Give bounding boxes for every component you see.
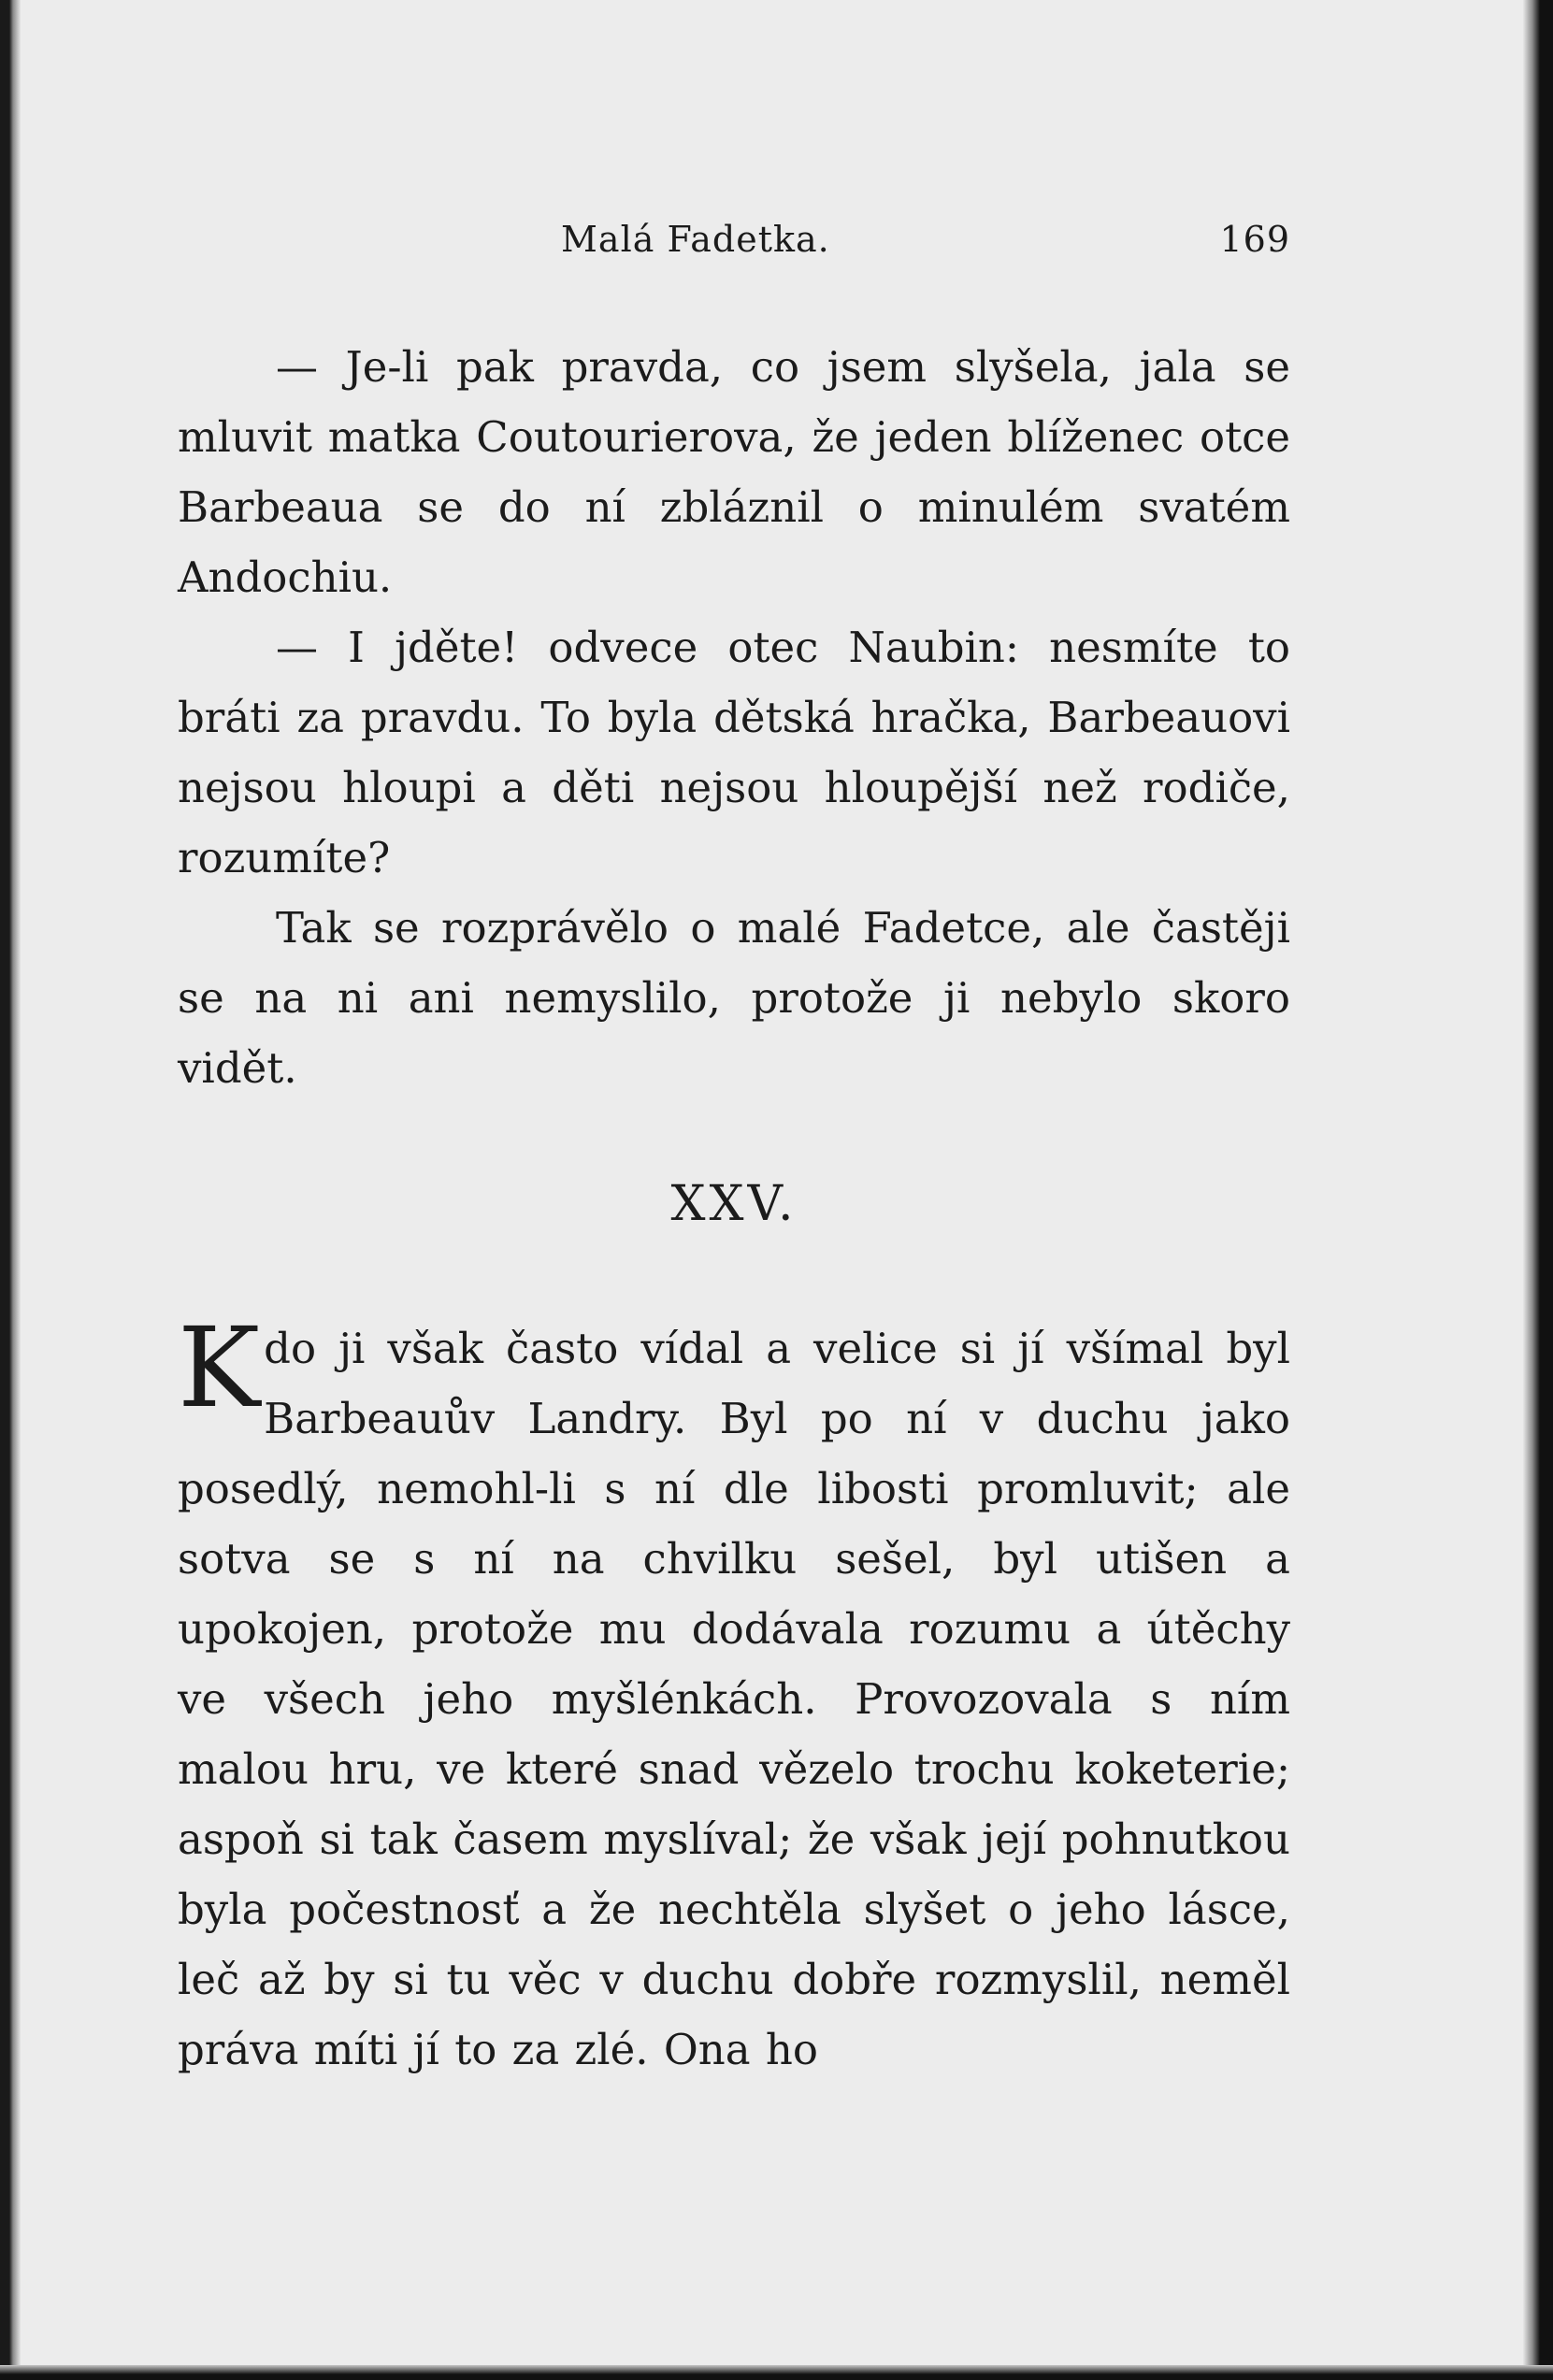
chapter-paragraph xyxy=(178,1303,1290,2085)
paragraph-1: — Je-li pak pravda, co jsem slyšela, jala se mluvit matka Coutourierova, že jeden blíženec otce Barbeaua se do ní zbláznil o minulém svatém Andochiu. xyxy=(178,342,1290,602)
page-left-edge xyxy=(0,0,21,2380)
page-bottom-edge xyxy=(0,2365,1553,2380)
page-right-edge xyxy=(1523,0,1553,2380)
running-head xyxy=(178,219,1290,265)
paragraph-3: Tak se rozprávělo o malé Fadetce, ale častěji se na ni ani nemyslilo, protože ji nebylo skoro vidět. xyxy=(178,903,1290,1093)
drop-cap: K xyxy=(178,1303,261,1432)
chapter-heading: XXV. xyxy=(670,1176,798,1232)
chapter-paragraph-text: do ji však často vídal a velice si jí všímal byl Barbeauův Landry. Byl po ní v duchu jako posedlý, nemohl-li s ní dle libosti promluvit; ale sotva se s ní na chvilku sešel, byl utišen a upokojen, protože mu dodávala rozumu a útěchy ve všech jeho myšlénkách. Provozovala s ním malou hru, ve které snad vězelo trochu koketerie; aspoň si tak časem myslíval; že však její pohnutkou byla počestnosť a že nechtěla slyšet o jeho lásce, leč až by si tu věc v duchu dobře rozmyslil, neměl práva míti jí to za zlé. Ona ho xyxy=(178,1324,1290,2074)
running-title: Malá Fadetka. xyxy=(561,219,830,260)
page-number: 169 xyxy=(1219,219,1290,260)
paragraph-2: — I jděte! odvece otec Naubin: nesmíte to bráti za pravdu. To byla dětská hračka, Barbeauovi nejsou hloupi a děti nejsou hloupější než rodiče, rozumíte? xyxy=(178,623,1290,882)
